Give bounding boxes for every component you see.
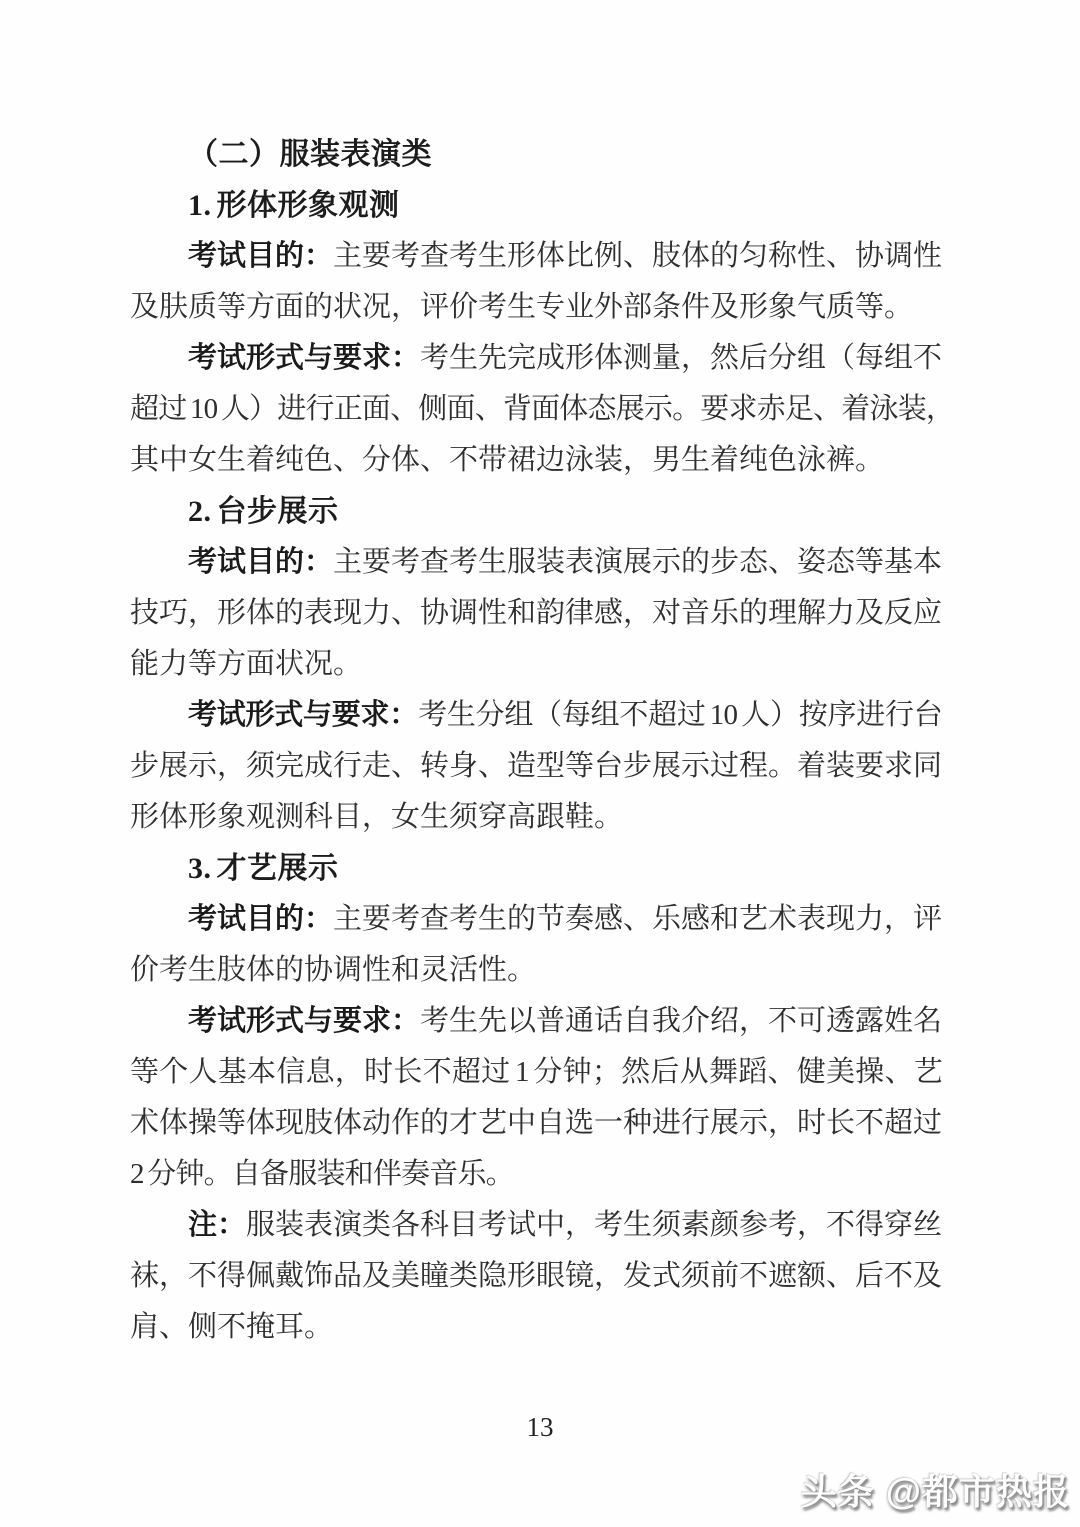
text-line (130, 231, 942, 282)
paragraph-text: 主要考查考生服装表演展示的步态、姿态等基本 (333, 546, 943, 578)
text-line: 步展示，须完成行走、转身、造型等台步展示过程。着装要求同 (130, 750, 943, 782)
paragraph-text: 主要考查考生形体比例、肢体的匀称性、协调性 (333, 240, 943, 272)
text-line (130, 333, 942, 384)
text-line: 价考生肢体的协调性和灵活性。 (130, 954, 537, 986)
paragraph-label: 注： (188, 1209, 247, 1241)
paragraph-text: 主要考查考生的节奏感、乐感和艺术表现力，评 (333, 903, 943, 935)
section-heading: （二）服装表演类 (188, 138, 432, 171)
text-line: 能力等方面状况。 (130, 648, 363, 680)
section-heading: 1. 形体形象观测 (188, 189, 400, 222)
paragraph-label: 考试形式与要求： (188, 699, 419, 731)
text-line (130, 894, 942, 945)
paragraph-text: 考生先以普通话自我介绍，不可透露姓名 (420, 1005, 943, 1037)
document-body (130, 129, 955, 1353)
text-line: 形体形象观测科目，女生须穿高跟鞋。 (130, 801, 624, 833)
paragraph-label: 考试形式与要求： (188, 1005, 421, 1037)
text-line: 术体操等体现肢体动作的才艺中自选一种进行展示，时长不超过 (130, 1107, 943, 1139)
text-line: 超过 10 人）进行正面、侧面、背面体态展示。要求赤足、着泳装， (130, 393, 955, 425)
text-line (130, 1200, 942, 1251)
page-number: 13 (526, 1412, 554, 1442)
section-heading: 3. 才艺展示 (188, 852, 339, 885)
paragraph-label: 考试目的： (188, 903, 334, 935)
text-line: 袜，不得佩戴饰品及美瞳类隐形眼镜，发式须前不遮额、后不及 (130, 1260, 943, 1292)
text-line: 及肤质等方面的状况，评价考生专业外部条件及形象气质等。 (130, 291, 914, 323)
text-line (130, 996, 942, 1047)
paragraph-text: 考生先完成形体测量，然后分组（每组不 (420, 342, 943, 374)
paragraph-label: 考试目的： (188, 240, 334, 272)
paragraph-text: 服装表演类各科目考试中，考生须素颜参考，不得穿丝 (246, 1209, 943, 1241)
watermark: 头条 @都市热报 (800, 1471, 1070, 1512)
text-line: 技巧，形体的表现力、协调性和韵律感，对音乐的理解力及反应 (130, 597, 943, 629)
text-line: 肩、侧不掩耳。 (130, 1311, 334, 1343)
text-line: 2 分钟。自备服装和伴奏音乐。 (130, 1158, 514, 1190)
paragraph-label: 考试目的： (188, 546, 334, 578)
section-heading: 2. 台步展示 (188, 495, 339, 528)
text-line: 其中女生着纯色、分体、不带裙边泳装，男生着纯色泳裤。 (130, 444, 885, 476)
text-line: 等个人基本信息，时长不超过 1 分钟；然后从舞蹈、健美操、艺 (130, 1056, 942, 1088)
text-line (130, 690, 942, 741)
paragraph-text: 考生分组（每组不超过 10 人）按序进行台 (418, 699, 942, 731)
paragraph-label: 考试形式与要求： (188, 342, 421, 374)
text-line (130, 537, 942, 588)
